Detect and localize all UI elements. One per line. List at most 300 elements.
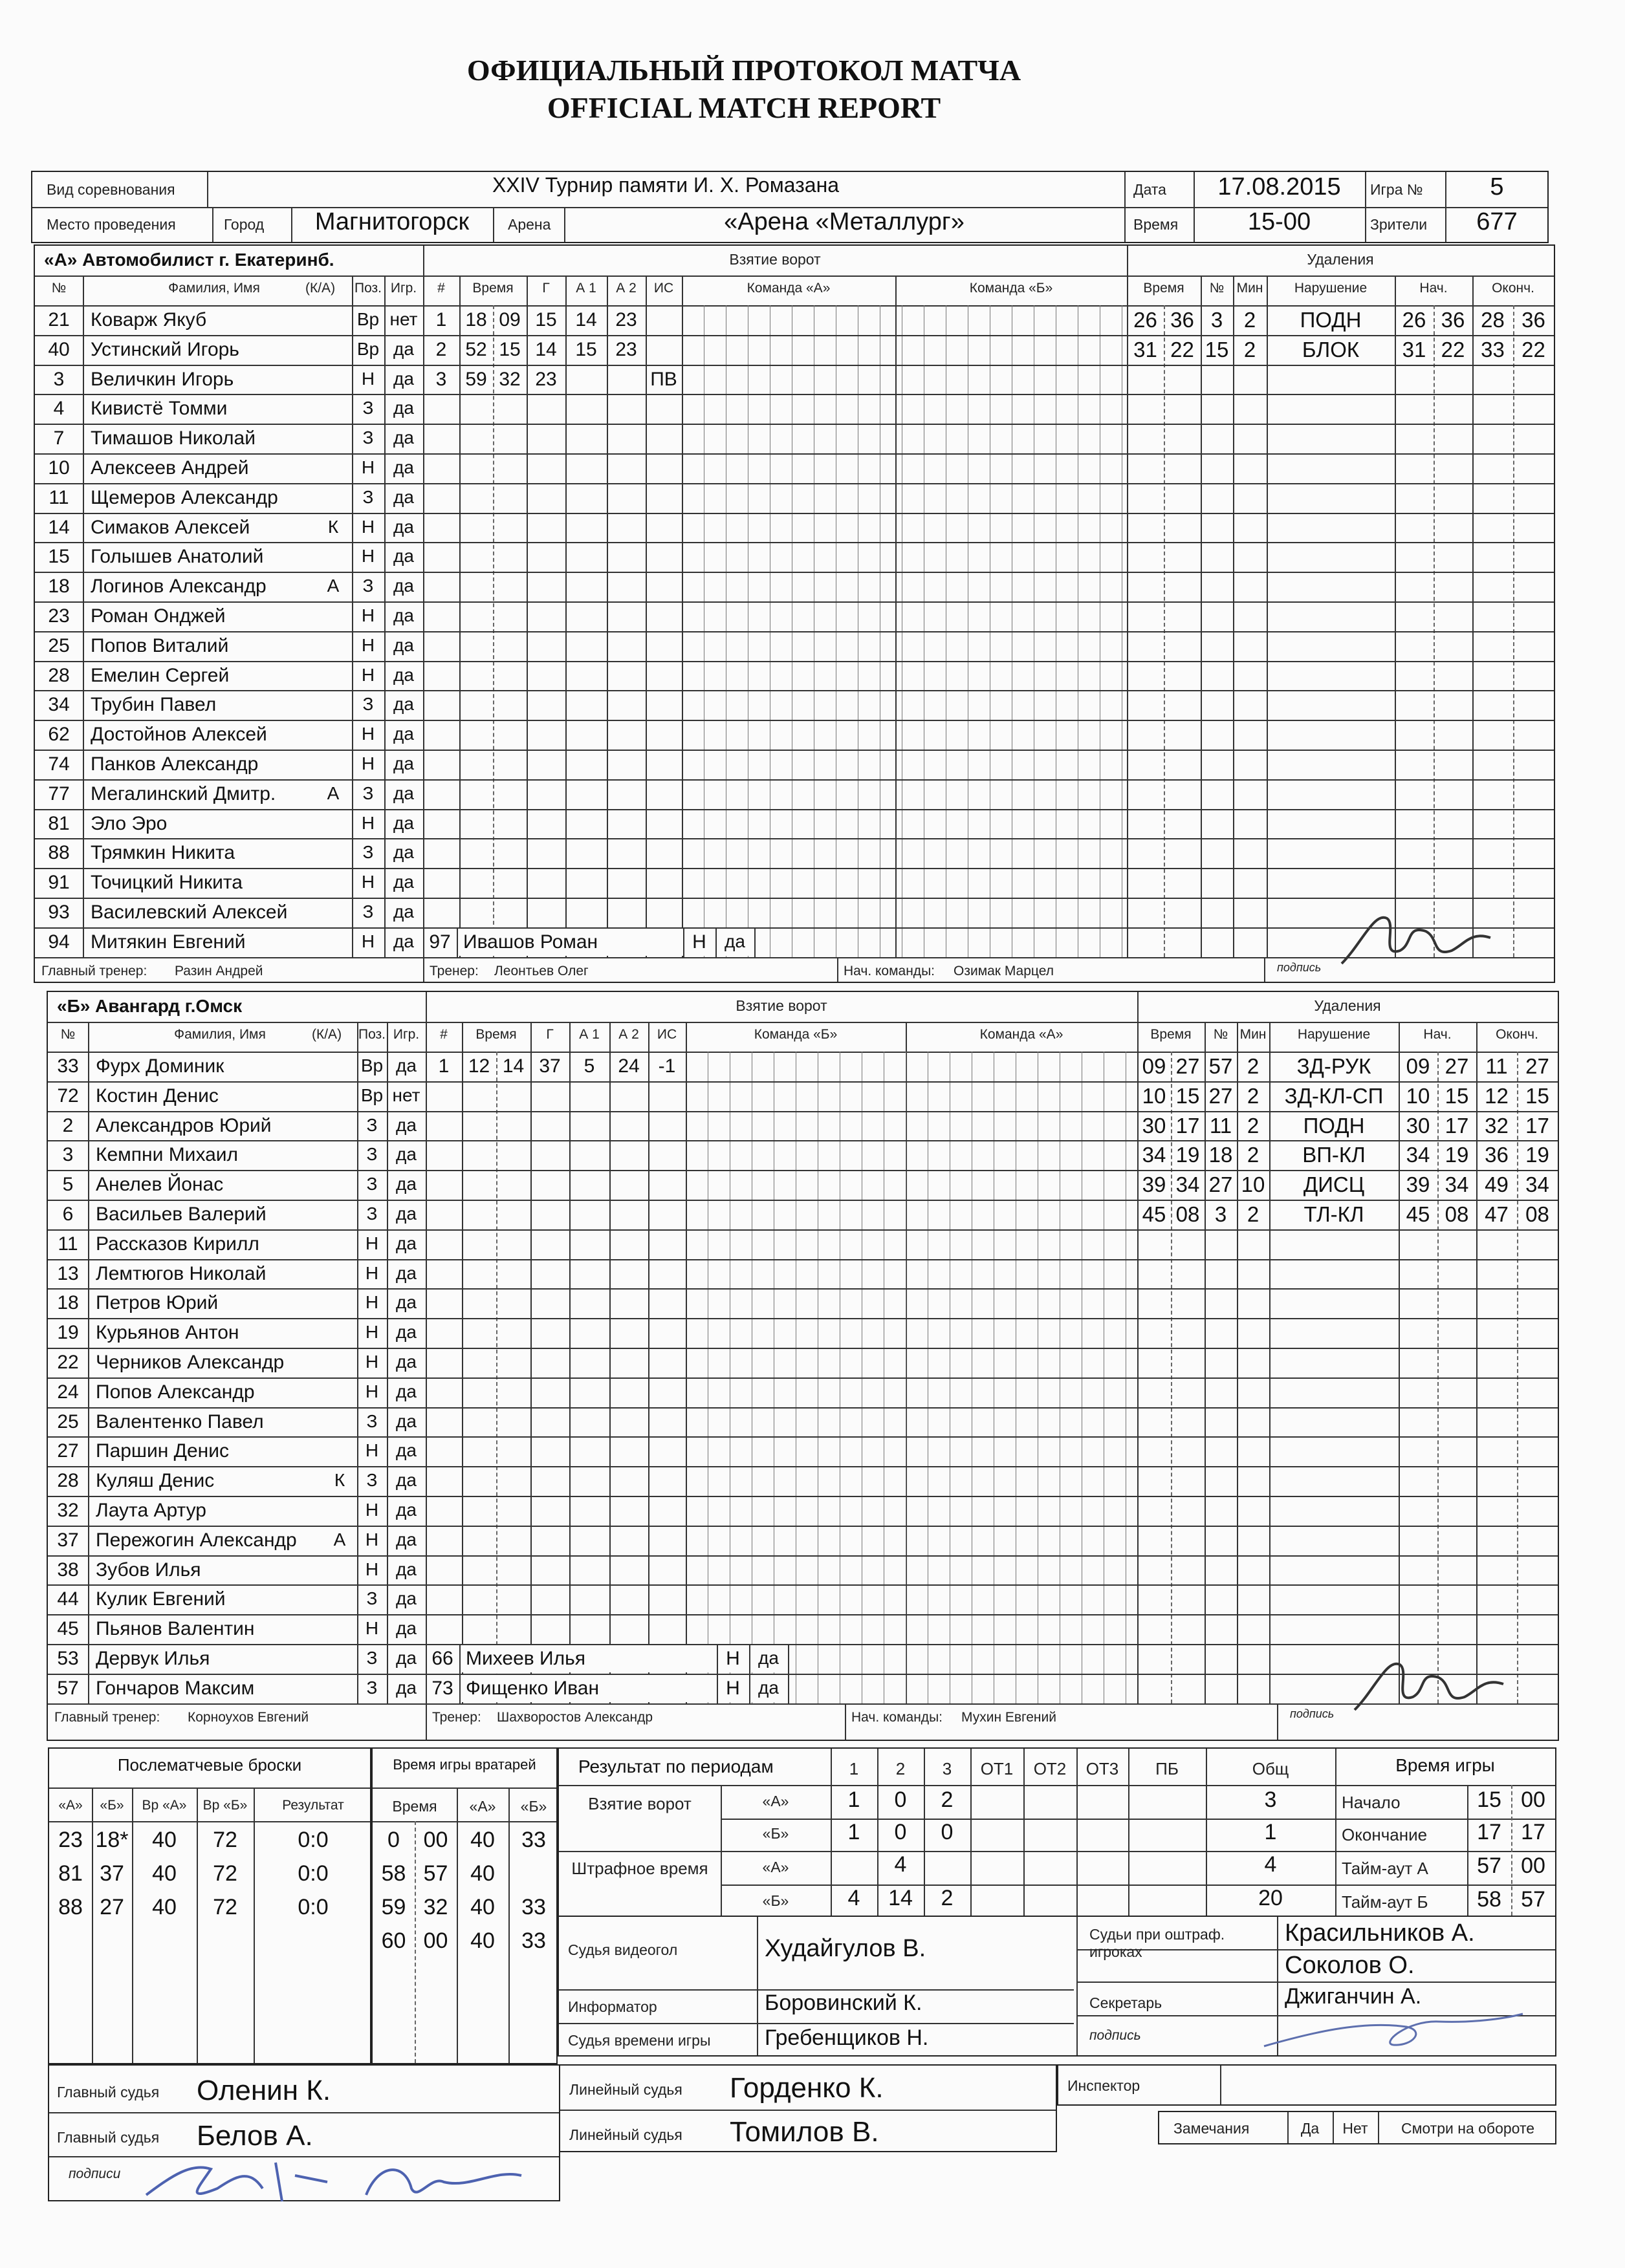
player-number: 4: [53, 398, 65, 420]
grid-line: [845, 1703, 846, 1740]
period-header: 1: [849, 1759, 859, 1778]
grid-line: [48, 1644, 1558, 1645]
player-played: да: [393, 398, 414, 418]
penalty-time-sec: 15: [1175, 1083, 1200, 1108]
player-number: 81: [48, 812, 70, 834]
grid-line: [48, 1022, 1558, 1023]
header-table: [31, 171, 1549, 243]
extra-player-number: 73: [431, 1677, 453, 1699]
goal-is-header: ИС: [653, 281, 674, 296]
goal-is-header: ИС: [657, 1027, 677, 1042]
penalty-box-2: Соколов О.: [1285, 1952, 1415, 1979]
player-name: Лаута Артур: [96, 1500, 206, 1521]
player-position: З: [362, 486, 374, 507]
date-value: 17.08.2015: [1217, 173, 1341, 200]
grid-line: [35, 868, 1554, 869]
head-coach-label: Главный тренер:: [41, 963, 147, 978]
penalty-end-sec: 15: [1525, 1083, 1549, 1108]
referees-table: [48, 2064, 560, 2201]
pen-start-header: Нач.: [1419, 281, 1448, 296]
player-played: да: [396, 1114, 417, 1135]
informer-label: Информатор: [568, 1998, 657, 2015]
pen-start-header: Нач.: [1423, 1027, 1452, 1042]
player-played: да: [396, 1144, 417, 1165]
player-number: 6: [62, 1204, 74, 1225]
secretary-label: Секретарь: [1089, 1994, 1162, 2011]
grid-line: [35, 513, 1554, 514]
col-played-header: Игр.: [393, 1027, 420, 1042]
penalty-start-sec: 27: [1445, 1054, 1469, 1078]
grid-line: [35, 601, 1554, 603]
grid-line: [48, 1052, 1558, 1053]
player-position: З: [366, 1174, 378, 1194]
col-no-header: №: [51, 281, 67, 296]
linesman-1: Горденко К.: [730, 2072, 884, 2104]
goalie-time-sec: 00: [423, 1828, 448, 1852]
player-position: Н: [365, 1500, 379, 1520]
goalie-time-sec: 57: [423, 1861, 448, 1886]
player-position: Н: [365, 1292, 379, 1313]
grid-line: [35, 927, 1554, 929]
player-captain-mark: А: [327, 576, 340, 596]
penalty-time-min: 30: [1142, 1113, 1166, 1138]
player-played: да: [396, 1233, 417, 1253]
player-played: да: [396, 1381, 417, 1401]
period-header: ОТ2: [1033, 1759, 1067, 1778]
col-pos-header: Поз.: [354, 281, 382, 296]
penalty-end-min: 33: [1481, 337, 1505, 362]
referees-signatures: [133, 2150, 547, 2208]
penalty-player: 11: [1209, 1113, 1232, 1138]
player-name: Фурх Доминик: [96, 1055, 224, 1077]
goal-assist-1: 15: [575, 338, 597, 360]
col-pos-header: Поз.: [358, 1027, 386, 1042]
goalie-time-min: 60: [381, 1928, 406, 1953]
player-played: да: [396, 1204, 417, 1224]
shootout-col-header: Результат: [282, 1798, 344, 1813]
goal-time-min: 12: [468, 1055, 490, 1077]
player-played: да: [393, 783, 414, 803]
penalty-end-sec: 08: [1525, 1202, 1549, 1226]
player-name: Костин Денис: [96, 1085, 219, 1107]
player-name: Достойнов Алексей: [91, 724, 267, 746]
linesman-label-2: Линейный судья: [569, 2126, 682, 2143]
shootout-col-header: «Б»: [100, 1798, 124, 1813]
player-played: нет: [392, 1085, 420, 1105]
grid-line: [35, 305, 1554, 307]
player-position: Н: [365, 1559, 379, 1579]
player-position: Н: [361, 368, 375, 389]
grid-line: [457, 927, 458, 957]
shootout-cell: 72: [213, 1861, 237, 1886]
grid-line: [48, 1111, 1558, 1112]
penalty-end-min: 28: [1481, 308, 1505, 332]
team-chief-name: Мухин Евгений: [961, 1709, 1056, 1725]
player-number: 23: [48, 605, 70, 627]
grid-line: [565, 275, 567, 957]
grid-line: [837, 957, 838, 982]
grid-line: [83, 275, 84, 957]
player-position: З: [366, 1470, 378, 1491]
goal-time-sec: 32: [499, 368, 521, 390]
grid-line: [1023, 1749, 1025, 1916]
player-number: 77: [48, 783, 70, 805]
penalty-time-sec: 17: [1175, 1113, 1200, 1138]
goal-number: 1: [438, 1055, 450, 1077]
player-played: да: [393, 427, 414, 448]
player-number: 10: [48, 457, 70, 479]
penalty-offense: ПОДН: [1300, 308, 1362, 332]
player-number: 45: [57, 1618, 79, 1640]
pen-no-header: №: [1209, 281, 1225, 296]
period-total: 1: [1264, 1820, 1277, 1844]
grid-line: [648, 1022, 649, 1703]
player-name: Логинов Александр: [91, 576, 267, 598]
goalie-time-sec: 00: [423, 1928, 448, 1953]
pen-min-header: Мин: [1236, 281, 1263, 296]
goalie-a: 40: [470, 1861, 495, 1886]
grid-line: [48, 1526, 1558, 1527]
linesmen-table: [559, 2064, 1057, 2152]
goals-team-a: «А»: [762, 1793, 789, 1809]
referee-1: Оленин К.: [197, 2075, 331, 2106]
grid-line: [35, 453, 1554, 455]
player-position: Н: [361, 872, 375, 892]
grid-line: [1233, 275, 1234, 957]
pen-end-header: Оконч.: [1492, 281, 1534, 296]
player-name: Тимашов Николай: [91, 427, 256, 449]
goal-time-header: Время: [475, 1027, 517, 1042]
team-name: «Б» Авангард г.Омск: [57, 996, 243, 1016]
goal-time-header: Время: [472, 281, 514, 296]
player-name: Устинский Игорь: [91, 338, 239, 360]
penalty-end-min: 32: [1485, 1113, 1509, 1138]
grid-line: [686, 1022, 687, 1703]
player-name: Попов Александр: [96, 1381, 255, 1403]
player-number: 74: [48, 753, 70, 775]
extra-player-name: Ивашов Роман: [463, 931, 598, 953]
player-position: Н: [361, 931, 375, 951]
player-position: Н: [361, 664, 375, 685]
penalty-minutes: 10: [1241, 1172, 1265, 1197]
pim-team-a: «А»: [762, 1859, 789, 1875]
pen-offense-header: Нарушение: [1294, 281, 1368, 296]
goal-assist-2: 23: [615, 338, 637, 360]
grid-line: [48, 1229, 1558, 1231]
player-played: да: [393, 516, 414, 537]
player-position: З: [366, 1410, 378, 1431]
player-name: Панков Александр: [91, 753, 259, 775]
player-position: Вр: [360, 1055, 384, 1075]
player-name: Куляш Денис: [96, 1470, 215, 1492]
player-played: да: [396, 1618, 417, 1639]
period-header: ПБ: [1155, 1759, 1179, 1778]
goalie-b: 33: [521, 1895, 546, 1919]
penalty-end-sec: 36: [1521, 308, 1545, 332]
penalty-minutes: 2: [1247, 1054, 1260, 1078]
player-position: Н: [365, 1262, 379, 1283]
grid-line: [1201, 275, 1202, 957]
player-number: 25: [57, 1410, 79, 1432]
player-played: да: [393, 634, 414, 655]
timeout-b-hh: 58: [1477, 1887, 1501, 1912]
goal-scorer: 23: [535, 368, 557, 390]
period-cell: 2: [941, 1787, 954, 1812]
player-position: Н: [361, 516, 375, 537]
shootout-table: [48, 1747, 371, 2064]
penalty-offense: ТЛ-КЛ: [1303, 1202, 1364, 1226]
penalty-time-min: 31: [1133, 337, 1157, 362]
player-name: Курьянов Антон: [96, 1322, 239, 1344]
referee-label-2: Главный судья: [57, 2129, 160, 2146]
penalty-end-sec: 22: [1521, 337, 1545, 362]
grid-line: [48, 1081, 1558, 1083]
shootout-cell: 37: [100, 1861, 124, 1886]
penalty-end-min: 12: [1485, 1083, 1509, 1108]
grid-line: [48, 1674, 1558, 1675]
player-played: да: [393, 368, 414, 389]
penalty-box-label: Судьи при оштраф. игроках: [1089, 1926, 1225, 1960]
player-played: да: [393, 338, 414, 359]
grid-line: [35, 275, 1554, 277]
player-number: 11: [58, 1233, 78, 1255]
player-played: да: [396, 1559, 417, 1579]
goalie-time-col-header: «Б»: [520, 1798, 547, 1815]
penalty-time-sec: 22: [1170, 337, 1194, 362]
goals-heading: Взятие ворот: [736, 997, 827, 1014]
player-name: Пережогин Александр: [96, 1529, 297, 1551]
player-number: 21: [48, 309, 70, 330]
player-name: Рассказов Кирилл: [96, 1233, 259, 1255]
grid-line: [1267, 275, 1268, 957]
pen-min-header: Мин: [1239, 1027, 1267, 1042]
team-other-header: Команда «Б»: [969, 281, 1053, 296]
date-label: Дата: [1133, 181, 1166, 198]
grid-line: [48, 1496, 1558, 1497]
goal-a1-header: А 1: [576, 281, 596, 296]
penalty-minutes: 2: [1243, 308, 1256, 332]
signature-label: подпись: [1290, 1707, 1335, 1720]
period-header: ОТ3: [1085, 1759, 1119, 1778]
extra-player-number: 66: [431, 1648, 453, 1669]
goal-g-header: Г: [546, 1027, 554, 1042]
goal-scorer: 37: [539, 1055, 561, 1077]
player-name: Петров Юрий: [96, 1292, 219, 1314]
grid-line: [35, 957, 1554, 958]
penalty-end-sec: 34: [1525, 1172, 1549, 1197]
player-played: да: [393, 605, 414, 625]
player-played: да: [393, 457, 414, 477]
player-number: 24: [57, 1381, 79, 1403]
grid-line: [1076, 1749, 1078, 1916]
player-number: 5: [62, 1174, 74, 1196]
grid-line: [682, 275, 683, 957]
player-position: Н: [361, 546, 375, 567]
goal-no-header: #: [440, 1027, 448, 1042]
player-number: 32: [57, 1500, 79, 1521]
player-played: да: [396, 1648, 417, 1668]
period-total: 3: [1264, 1787, 1277, 1812]
player-name: Митякин Евгений: [91, 931, 246, 953]
shootout-cell: 72: [213, 1895, 237, 1919]
shootout-cell: 72: [213, 1828, 237, 1852]
goal-assist-1: 5: [583, 1055, 595, 1077]
grid-line: [1128, 1749, 1129, 1916]
player-position: З: [366, 1144, 378, 1165]
video-goal-label: Судья видеогол: [568, 1941, 678, 1958]
player-name: Паршин Денис: [96, 1440, 229, 1462]
inspector-label: Инспектор: [1067, 2077, 1140, 2094]
time-value: 15-00: [1247, 208, 1311, 235]
player-name: Зубов Илья: [96, 1559, 201, 1581]
shootout-cell: 40: [152, 1895, 177, 1919]
extra-player-name: Михеев Илья: [466, 1648, 585, 1669]
goalie-a: 40: [470, 1895, 495, 1919]
grid-line: [1335, 1885, 1555, 1886]
player-name: Емелин Сергей: [91, 664, 230, 686]
period-header: 3: [942, 1759, 952, 1778]
period-cell: 14: [888, 1886, 913, 1910]
player-played: да: [393, 931, 414, 951]
extra-player-position: Н: [726, 1677, 740, 1699]
goal-time-sec: 14: [502, 1055, 525, 1077]
penalty-start-min: 09: [1406, 1054, 1430, 1078]
gametime-judge-label: Судья времени игры: [568, 2032, 711, 2049]
pen-offense-header: Нарушение: [1297, 1027, 1371, 1042]
extra-player-played: да: [758, 1648, 779, 1668]
player-number: 22: [57, 1352, 79, 1373]
shootout-col-header: Вр «Б»: [202, 1798, 248, 1813]
period-cell: 1: [847, 1820, 860, 1844]
remarks-label: Замечания: [1173, 2120, 1250, 2137]
grid-line: [609, 1022, 611, 1703]
player-played: да: [393, 872, 414, 892]
player-number: 44: [57, 1588, 79, 1610]
shootout-title: Послематчевые броски: [117, 1755, 302, 1775]
player-number: 13: [57, 1262, 79, 1284]
shootout-cell: 40: [152, 1828, 177, 1852]
penalty-end-min: 49: [1485, 1172, 1509, 1197]
team-signature: [1335, 905, 1497, 977]
penalty-end-sec: 27: [1525, 1054, 1549, 1078]
grid-line: [462, 1022, 463, 1703]
penalty-end-min: 36: [1485, 1143, 1509, 1167]
grid-line: [459, 1644, 461, 1674]
col-ka-header: (К/А): [305, 281, 336, 296]
report-title-en: OFFICIAL MATCH REPORT: [547, 91, 941, 124]
player-number: 15: [48, 546, 70, 568]
player-name: Кемпни Михаил: [96, 1144, 239, 1166]
player-played: да: [393, 724, 414, 744]
penalty-player: 57: [1208, 1054, 1233, 1078]
penalties-heading: Удаления: [1307, 251, 1374, 268]
player-number: 91: [48, 872, 70, 894]
arena-value: «Арена «Металлург»: [724, 208, 965, 235]
player-name: Черников Александр: [96, 1352, 285, 1373]
secretary-value: Джиганчин А.: [1285, 1984, 1422, 2009]
spectators-value: 677: [1476, 208, 1518, 235]
player-played: да: [393, 664, 414, 685]
player-played: да: [393, 812, 414, 833]
player-played: да: [393, 753, 414, 773]
player-position: Н: [361, 634, 375, 655]
penalty-end-sec: 19: [1525, 1143, 1549, 1167]
player-position: З: [366, 1588, 378, 1609]
goalie-time-col-header: Время: [392, 1798, 437, 1815]
player-played: да: [396, 1322, 417, 1343]
player-number: 62: [48, 724, 70, 746]
penalty-time-sec: 19: [1175, 1143, 1200, 1167]
player-name: Симаков Алексей: [91, 516, 250, 538]
penalty-time-min: 34: [1142, 1143, 1166, 1167]
secretary-signature: [1258, 2007, 1529, 2059]
period-cell: 0: [894, 1820, 907, 1844]
player-number: 25: [48, 634, 70, 656]
grid-line: [35, 631, 1554, 632]
player-position: Н: [365, 1618, 379, 1639]
extra-player-played: да: [758, 1677, 779, 1698]
grid-line: [35, 661, 1554, 662]
penalty-start-min: 30: [1406, 1113, 1430, 1138]
player-number: 19: [57, 1322, 79, 1344]
grid-line: [48, 1466, 1558, 1467]
penalty-start-min: 31: [1402, 337, 1426, 362]
shootout-cell: 27: [100, 1895, 124, 1919]
grid-line: [35, 365, 1554, 366]
grid-line: [48, 1614, 1558, 1615]
pen-time-header: Время: [1150, 1027, 1192, 1042]
player-name: Точицкий Никита: [91, 872, 243, 894]
grid-line: [35, 750, 1554, 751]
grid-line: [88, 1022, 89, 1703]
pen-end-header: Оконч.: [1496, 1027, 1538, 1042]
extra-player-played: да: [725, 931, 745, 951]
col-name-header: Фамилия, Имя: [168, 281, 260, 296]
inspector-box: [1057, 2064, 1556, 2106]
grid-line: [48, 1377, 1558, 1379]
penalty-minutes: 2: [1247, 1143, 1260, 1167]
penalty-offense: ЗД-КЛ-СП: [1284, 1083, 1384, 1108]
player-position: Н: [365, 1381, 379, 1401]
player-position: Н: [361, 724, 375, 744]
player-played: да: [396, 1262, 417, 1283]
goal-no-header: #: [437, 281, 445, 296]
player-position: З: [362, 576, 374, 596]
remarks-yes: Да: [1300, 2120, 1320, 2137]
penalty-start-sec: 19: [1445, 1143, 1469, 1167]
penalty-offense: ПОДН: [1303, 1113, 1365, 1138]
signature-label: подпись: [1277, 960, 1322, 974]
shootout-cell: 0:0: [298, 1895, 329, 1919]
goalie-time-min: 59: [381, 1895, 406, 1919]
referee-2: Белов А.: [197, 2120, 313, 2152]
period-cell: 2: [941, 1886, 954, 1910]
player-position: З: [362, 842, 374, 863]
goalie-time-col-header: «А»: [469, 1798, 496, 1815]
penalty-player: 3: [1214, 1202, 1227, 1226]
coach-label: Тренер:: [430, 963, 479, 978]
game-time-title: Время игры: [1395, 1755, 1495, 1775]
shootout-cell: 81: [58, 1861, 83, 1886]
penalty-start-min: 34: [1406, 1143, 1430, 1167]
grid-line: [1277, 1703, 1278, 1740]
grid-line: [48, 1259, 1558, 1260]
extra-player-number: 97: [429, 931, 451, 953]
grid-line: [48, 1170, 1558, 1171]
player-position: З: [366, 1677, 378, 1698]
grid-line: [48, 1288, 1558, 1290]
penalty-offense: ЗД-РУК: [1296, 1054, 1371, 1078]
